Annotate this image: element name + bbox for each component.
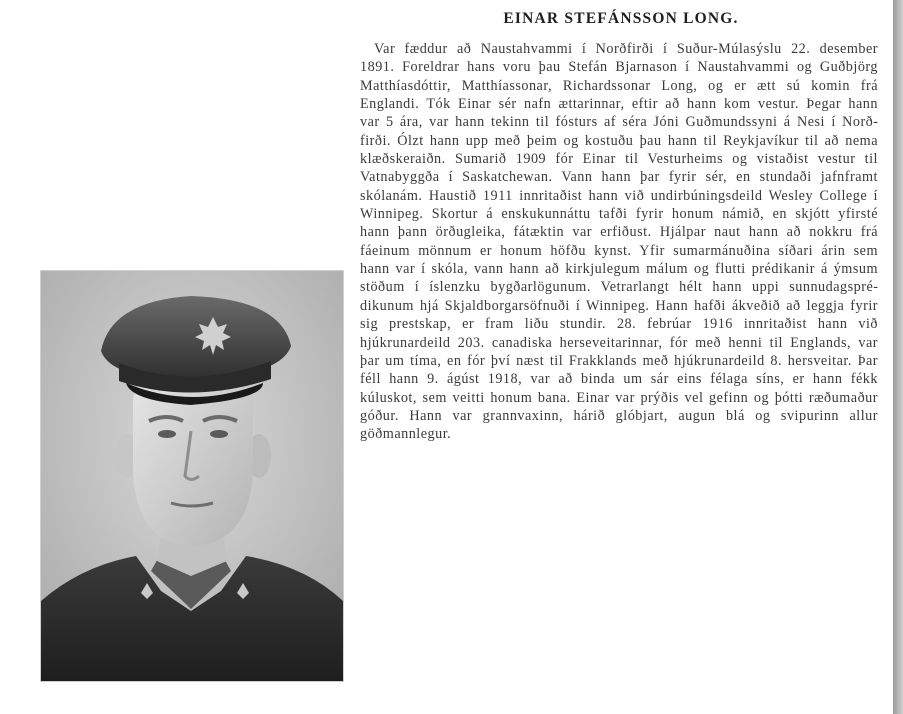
biography-text	[360, 40, 878, 700]
portrait-photo	[40, 270, 344, 682]
biography-paragraph: Var fæddur að Naustahvammi í Norðfirði í Suður-Múlasýslu 22. desember 1891. Foreldrar hans voru þau Stefán Bjarnason í Naustahvammi og Guðbjörg Matthíasdóttir, Matthíassonar, Richardssonar Long, og er ætt sú komin frá Englandi. Tók Einar sér nafn ættarinnar, eftir að hann kom vestur. Þegar hann var 5 ára, var hann tekinn til fósturs af séra Jóni Guðmundssyni á Nesi í Norðfirði. Ólzt hann upp með þeim og kostuðu þau hann til Reykjavíkur til að nema klæðskeraiðn. Sumarið 1909 fór Einar til Vesturheims og vistaðist vestur til Vatnabyggða í Saskatchewan. Vann hann þar fyrir sér, en stundaði jafnframt skólanám. Haustið 1911 innritaðist hann við undirbúningsdeild Wesley College í Winnipeg. Skortur á enskukunnáttu tafði fyrir honum námið, en skjótt yfirsté hann þann örðugleika, fátæktin var erfiðust. Hjálpar naut hann að nokkru frá fáeinum mönnum er honum höfðu kynst. Yfir sumarmánuðina síðari árin sem hann var í skóla, vann hann að kirkjulegum málum og flutti prédikanir á ýmsum stöðum í íslenzku bygðarlögunum. Vetrarlangt hélt hann uppi sunnudagsprédikunum hjá Skjaldborgarsöfnuði í Winnipeg. Hann hafði ákveðið að leggja fyrir sig prestskap, er fram liðu stundir. 28. febrúar 1916 innritaðist hann við hjúkrunardeild 203. canadiska herseveitarinnar, fór með henni til Englands, var þar um tíma, en fór því næst til Frakklands með hjúkrunardeild 8. hersveitar. Þar féll hann 9. ágúst 1918, var að binda um sár eins félaga síns, er hann fékk kúluskot, sem veitti honum bana. Einar var prýðis vel gefinn og þótti ræðumaður góður. Hann var grannvaxinn, hárið glóbjart, augun blá og svipurinn allur göðmannlegur.	[360, 41, 878, 443]
page-edge	[893, 0, 903, 714]
page-title: EINAR STEFÁNSSON LONG.	[503, 10, 739, 27]
